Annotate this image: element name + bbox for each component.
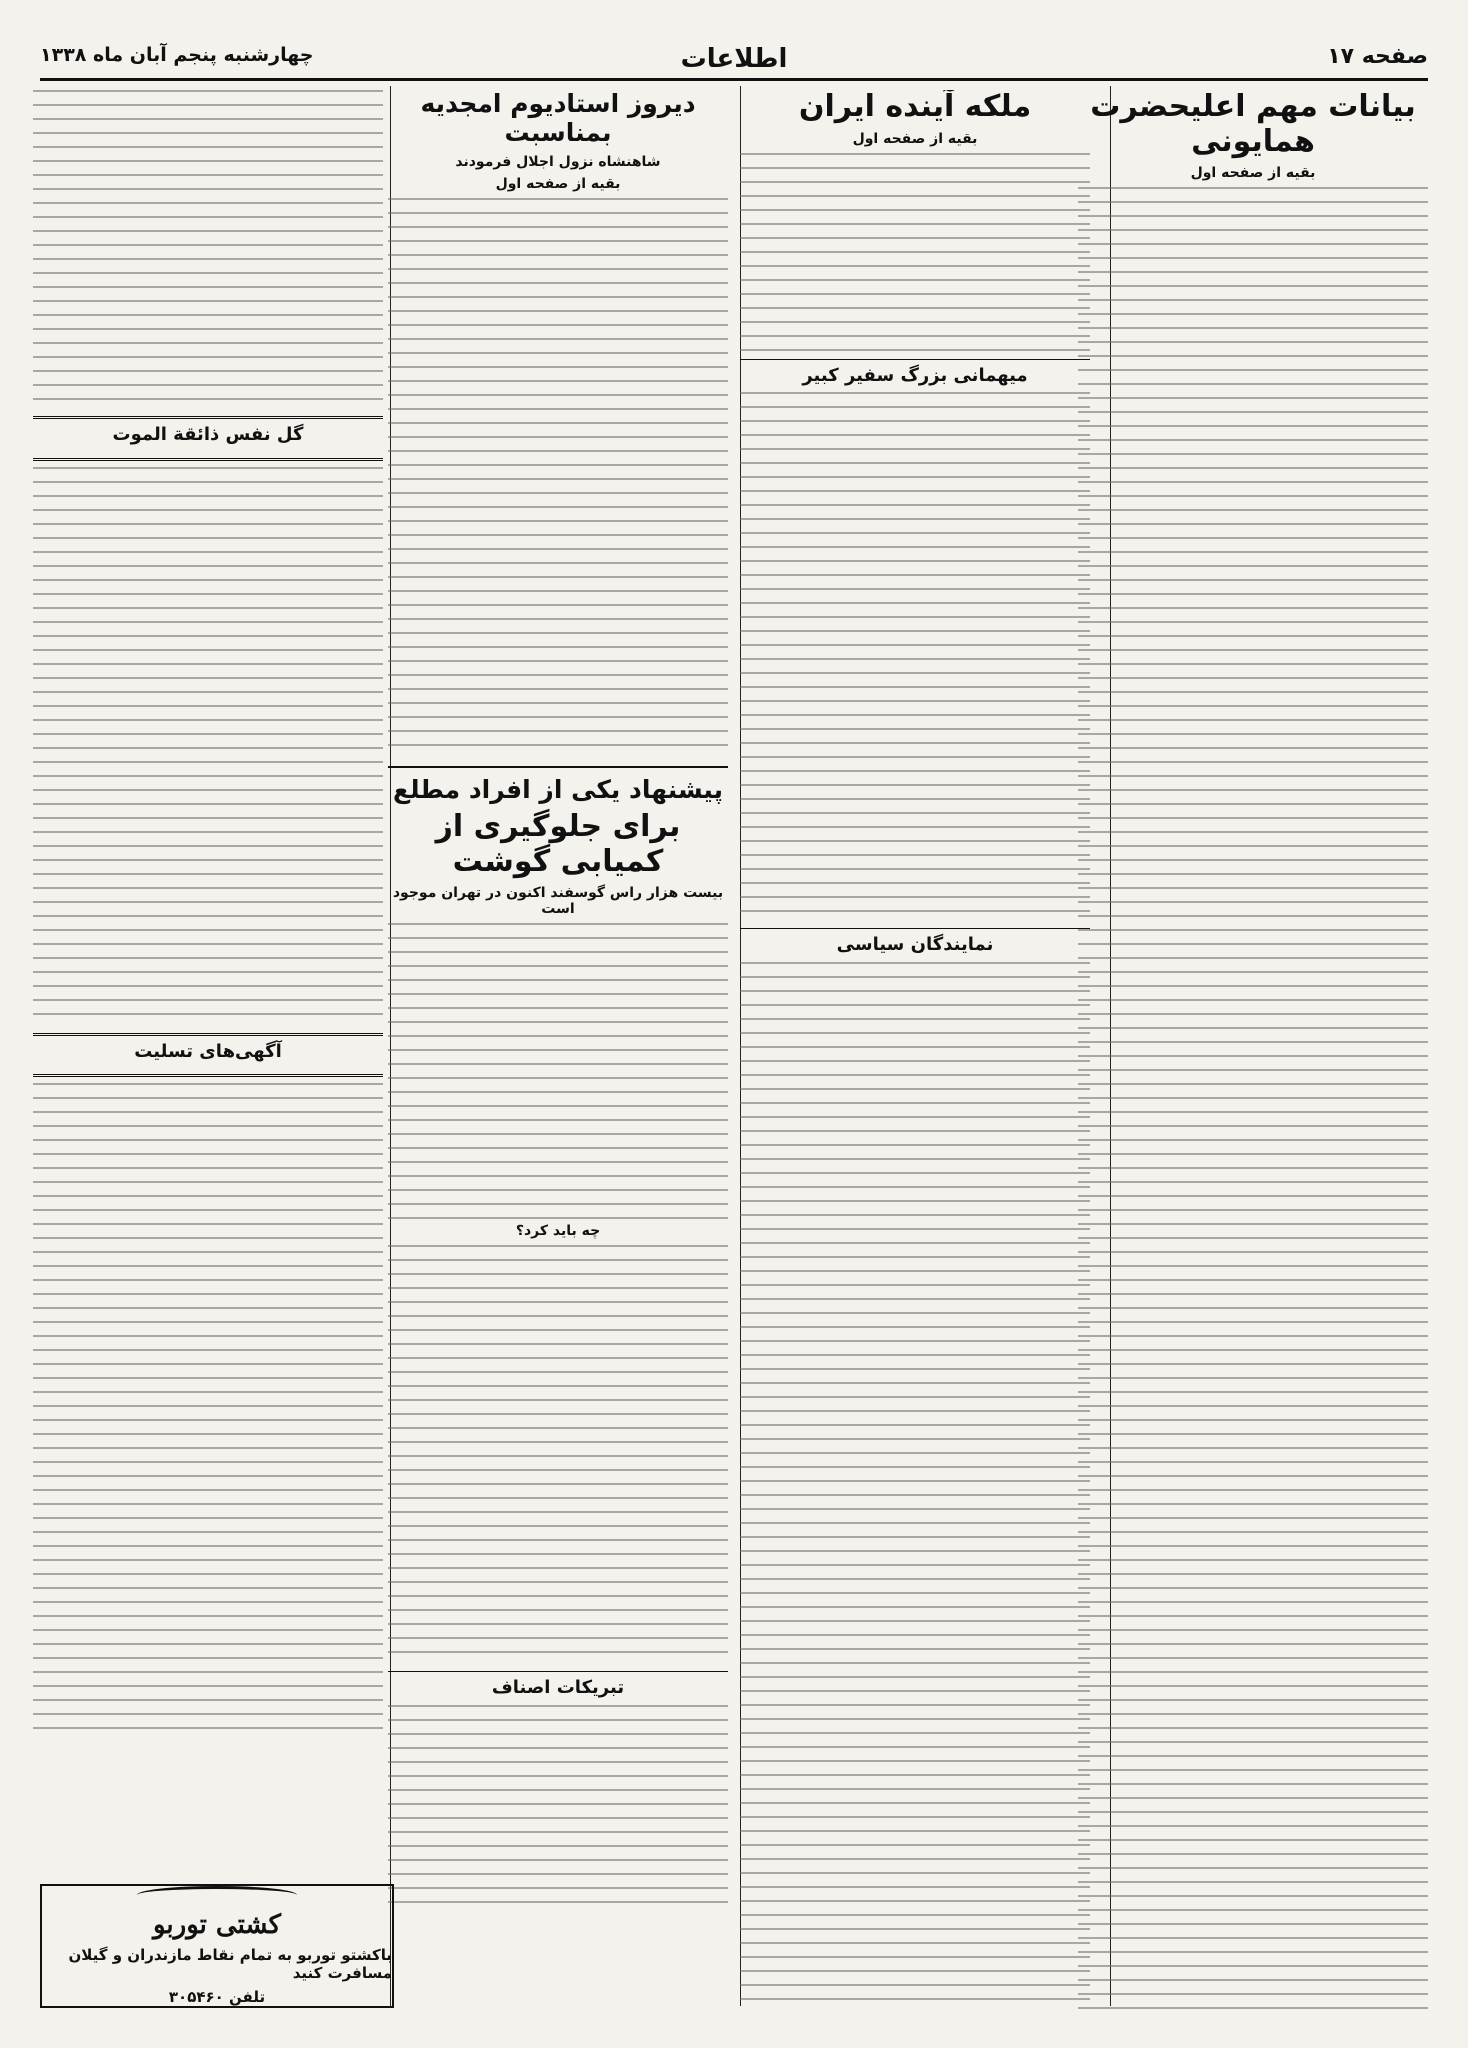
masthead xyxy=(40,38,1428,81)
ad-brand: کشتی توربو xyxy=(152,1910,282,1940)
article-text-guilds xyxy=(388,1705,728,1905)
subhead-ambassador-reception: میهمانی بزرگ سفیر کبیر xyxy=(802,364,1028,386)
ship-advertisement xyxy=(40,1884,394,2008)
feature-subheadline: بیست هزار راس گوسفند اکنون در تهران موجود است xyxy=(392,885,724,918)
article-text-royal-speech xyxy=(1078,187,1428,2010)
ad-phone: تلفن ۳۰۵۴۶۰ xyxy=(168,1988,266,2006)
article-text-representatives xyxy=(740,962,1090,2010)
rule xyxy=(740,928,1090,929)
issue-date: چهارشنبه پنجم آبان ماه ۱۳۳۸ xyxy=(40,44,314,66)
condolence-notices-top xyxy=(33,90,383,410)
headline-amjadieh-stadium: دیروز استادیوم امجدیه بمناسبت xyxy=(420,90,696,147)
continued-note: بقیه از صفحه اول xyxy=(1190,165,1316,181)
subhead-political-representatives: نمایندگان سیاسی xyxy=(836,934,994,956)
subhead-what-to-do: چه باید کرد؟ xyxy=(515,1223,601,1240)
rule xyxy=(388,766,728,768)
section-gol xyxy=(33,416,383,461)
article-text-meat-shortage-2 xyxy=(388,1245,728,1665)
winged-logo-icon xyxy=(137,1886,297,1904)
article-text-reception xyxy=(740,392,1090,922)
column-3 xyxy=(388,90,728,2010)
headline-future-queen: ملکه آینده ایران xyxy=(798,90,1032,124)
column-2 xyxy=(740,90,1090,2010)
condolence-notices-middle xyxy=(33,467,383,1027)
condolence-notices-bottom xyxy=(33,1083,383,1733)
section-heading-condolences: آگهی‌های تسلیت xyxy=(134,1040,282,1062)
continued-note: بقیه از صفحه اول xyxy=(852,130,978,147)
article-text-meat-shortage xyxy=(388,923,728,1223)
article-text-future-queen xyxy=(740,153,1090,353)
headline-royal-speech: بیانات مهم اعلیحضرت همایونی xyxy=(1090,90,1416,159)
column-4 xyxy=(33,90,383,1840)
continued-note: بقیه از صفحه اول xyxy=(495,175,621,192)
newspaper-name: اطلاعات xyxy=(680,44,788,74)
page-number: صفحه ۱۷ xyxy=(1327,44,1428,69)
section-condolences xyxy=(33,1033,383,1078)
section-heading-gol: گل نفس ذائقة الموت xyxy=(112,424,304,445)
feature-headline-meat: برای جلوگیری از کمیابی گوشت xyxy=(435,809,681,879)
article-text-stadium xyxy=(388,198,728,758)
rule xyxy=(740,359,1090,360)
feature-headline-proposal: پیشنهاد یکی از افراد مطلع xyxy=(393,774,723,804)
subhead-guild-congratulations: تبریکات اصناف xyxy=(491,1677,625,1699)
ad-text: باکشتو توربو به تمام نقاط مازندران و گیلان مسافرت کنید xyxy=(68,1946,392,1982)
rule xyxy=(388,1671,728,1672)
column-1 xyxy=(1078,90,1428,2010)
headline-subtitle: شاهنشاه نزول اجلال فرمودند xyxy=(455,153,661,170)
